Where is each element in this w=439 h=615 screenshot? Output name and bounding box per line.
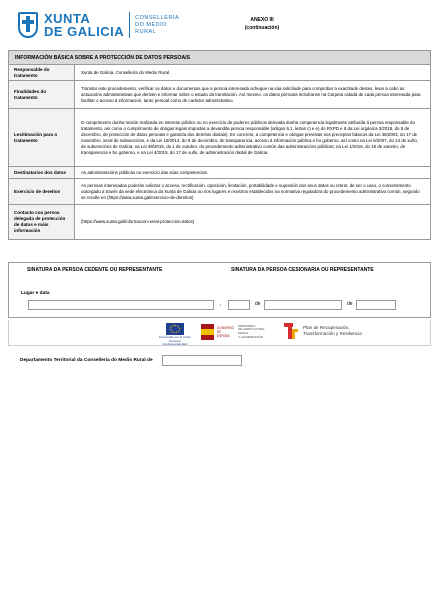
row-label: Finalidades do tratamento <box>9 81 75 108</box>
funding-logos <box>8 320 431 346</box>
annex-title: ANEXO III <box>250 17 274 23</box>
table-row <box>9 179 430 205</box>
logo-sub-line2: DO MEDIO <box>135 21 167 28</box>
annex-subtitle: (continuación) <box>244 25 280 31</box>
xunta-logo <box>16 10 179 40</box>
prtr-line1: Plan de Recuperación, <box>303 325 350 330</box>
spain-government-logo <box>201 323 273 341</box>
table-row <box>9 65 430 81</box>
table-row <box>9 81 430 109</box>
row-label: Responsable do tratamento <box>9 65 75 80</box>
month-input[interactable] <box>264 300 342 310</box>
row-label: Exercicio de dereitos <box>9 179 75 204</box>
es-ministry-line1: MINISTERIO <box>238 323 256 328</box>
row-label: Contacto coa persoa delegada de protección de datos e máis información <box>9 205 75 239</box>
logo-main-line2: DE GALICIA <box>44 24 125 39</box>
recovery-plan-icon <box>284 323 298 339</box>
row-text: Xunta de Galicia. Consellería do Medio Rural. <box>81 69 171 75</box>
data-protection-table <box>8 50 431 240</box>
es-gov-line1: GOBIERNO <box>216 326 235 330</box>
day-input[interactable] <box>228 300 250 310</box>
logo-sub-line3: RURAL <box>135 28 157 35</box>
page-header <box>12 10 432 48</box>
data-protection-title: INFORMACIÓN BÁSICA SOBRE A PROTECCIÓN DE DATOS PERSOAIS <box>9 51 430 65</box>
place-input[interactable] <box>28 300 214 310</box>
table-row <box>9 167 430 179</box>
eu-funding-text: Financiado por la Unión Europea NextGenerationEU <box>159 335 191 347</box>
recovery-plan-logo <box>284 323 362 339</box>
row-text: Tramitar este procedemento, verificar os datos e documentos que a persoa interesada achegue na súa solicitude para comprobar a exactitude destes, levar a cabo as actuacións administrativas que deriven e informar sobre o estado da tramitación. Así mesmo, os datos persoais incluíranse na Carpeta cidadá de cada persoa interesada para facilitar o acceso á información, tanto persoal como de carácter administrativo. <box>81 85 421 103</box>
table-row <box>9 205 430 239</box>
row-label: Destinatarios dos datos <box>9 167 75 178</box>
row-text: As persoas interesadas poderán solicitar o acceso, rectificación, oposición, limitación, portabilidade e supresión dos seus datos ou retirar, de ser o caso, o consentimento outorgado a través da sede electrónica da Xunta de Galicia ou nos lugares e rexistros establecidos na normativa reguladora do procedemento administrativo común, segundo se recolle en (https://www.xunta.gal/exercicio-de-dereitos) <box>81 182 420 200</box>
es-ministry-line2: DE AGRICULTURA, PESCA <box>238 327 266 335</box>
xunta-shield-icon <box>16 10 40 40</box>
row-text: (https://www.xunta.gal/informacion-xeral-proteccion-datos) <box>81 219 195 224</box>
department-label: Departamento Territorial da Consellería do Medio Rural de <box>20 358 153 363</box>
spain-shield-icon <box>201 324 214 340</box>
row-text: As administracións públicas no exercicio das súas competencias. <box>81 169 209 175</box>
table-row <box>9 109 430 167</box>
annex-heading <box>212 16 312 32</box>
de-separator-1: de <box>255 301 261 307</box>
logo-divider <box>129 12 130 38</box>
es-gov-line2: DE ESPAÑA <box>216 330 230 338</box>
assignee-signature-title: SINATURA DA PERSOA CESIONARIA OU REPRESENTANTE <box>231 267 374 273</box>
department-input[interactable] <box>162 355 242 366</box>
de-separator-2: de <box>347 301 353 307</box>
eu-flag-icon <box>166 323 184 335</box>
transferor-signature-title: SINATURA DA PERSOA CEDENTE OU REPRESENTANTE <box>27 267 163 273</box>
es-ministry-line3: Y ALIMENTACIÓN <box>238 334 263 339</box>
logo-sub-line1: CONSELLERÍA <box>135 14 180 21</box>
comma-separator: , <box>220 301 222 307</box>
place-date-label: Lugar e data <box>21 291 50 296</box>
year-input[interactable] <box>356 300 396 310</box>
logo-main-line1: XUNTA <box>44 11 91 26</box>
row-label: Lexitimación para o tratamento <box>9 109 75 166</box>
prtr-line2: Transformación y Resiliencia <box>303 331 362 336</box>
row-text: O cumprimento dunha misión realizada en interese público ou no exercicio de poderes públicos derivada dunha competencia legalmente atribuída á persoa responsable do tratamento, así como o cumprimento de obrigas legais impostas a devandita persoa responsable (artigos 6.1, letras c) e e) do RXPD e 8 da Lei orgánica 3/2018, do 5 de decembro, de protección de datos persoais e garantía dos dereitos dixitais). En concreto, a competencia e obrigas previstas nos preceptos básicos da Lei 38/2003, do 17 de novembro, xeral de subvencións, e da Lei 19/2013, do 9 de decembro, de transparencia, acceso á información pública e bo goberno, así como na Lei 9/2007, do 13 de xuño, de subvencións de Galicia; na Lei 39/2015, do 1 de outubro, do procedemento administrativo común das administracións públicas; na Lei 1/2016, do 18 de xaneiro, de transparencia e bo goberno, e na Lei 4/2019, do 17 de xullo, de administración dixital de Galicia. <box>81 119 419 155</box>
